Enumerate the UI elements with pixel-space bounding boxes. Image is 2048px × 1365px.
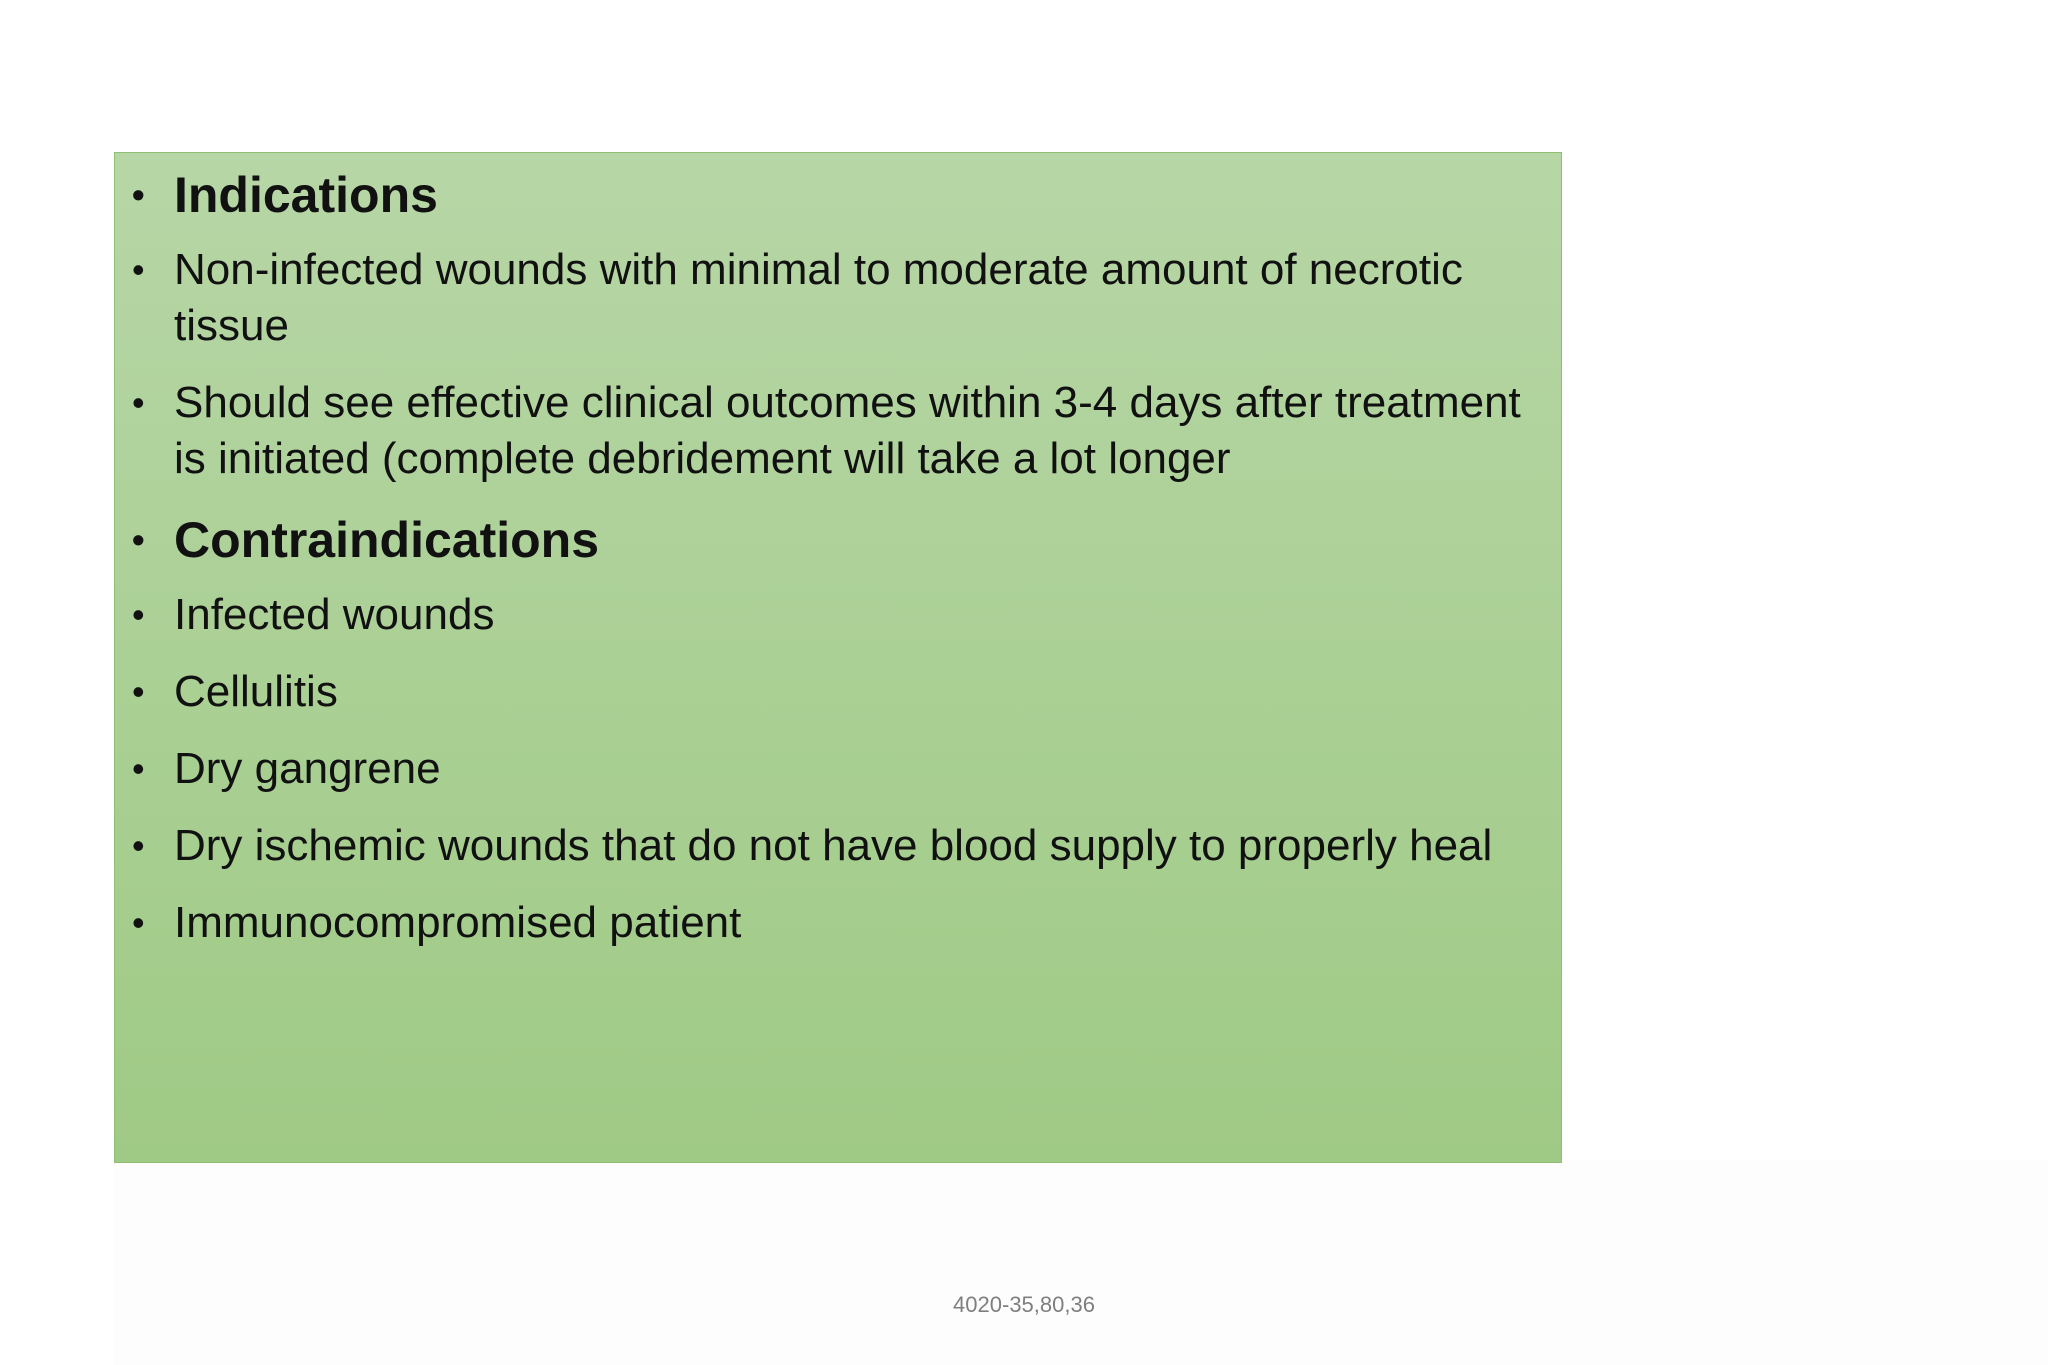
bullet-list (115, 163, 1561, 972)
bullet-icon: • (132, 825, 145, 866)
bullet-item (115, 664, 1561, 720)
slide-background-shade (114, 1160, 2048, 1365)
bullet-text: Non-infected wounds with minimal to moderate amount of necrotic tissue (174, 245, 1463, 350)
bullet-icon: • (132, 174, 145, 215)
bullet-icon: • (132, 902, 145, 943)
bullet-icon: • (132, 382, 145, 423)
bullet-text: Dry gangrene (174, 744, 441, 793)
bullet-text: Contraindications (174, 512, 600, 568)
bullet-text: Cellulitis (174, 667, 338, 716)
bullet-icon: • (132, 594, 145, 635)
bullet-icon: • (132, 748, 145, 789)
bullet-item-contraindications (115, 508, 1561, 572)
content-box (114, 152, 1562, 1163)
bullet-text: Should see effective clinical outcomes within 3-4 days after treatment is initiated (complete debridement will take a lot longer (174, 378, 1521, 483)
bullet-icon: • (132, 519, 145, 560)
bullet-item (115, 242, 1561, 354)
bullet-item (115, 895, 1561, 951)
bullet-text: Immunocompromised patient (174, 898, 742, 947)
bullet-item (115, 741, 1561, 797)
bullet-icon: • (132, 249, 145, 290)
bullet-icon: • (132, 671, 145, 712)
bullet-item (115, 818, 1561, 874)
slide-footer-code: 4020-35,80,36 (953, 1292, 1095, 1317)
bullet-text: Dry ischemic wounds that do not have blood supply to properly heal (174, 821, 1493, 870)
bullet-item-indications (115, 163, 1561, 227)
bullet-item (115, 587, 1561, 643)
bullet-item (115, 375, 1561, 487)
bullet-text: Infected wounds (174, 590, 495, 639)
bullet-text: Indications (174, 167, 438, 223)
